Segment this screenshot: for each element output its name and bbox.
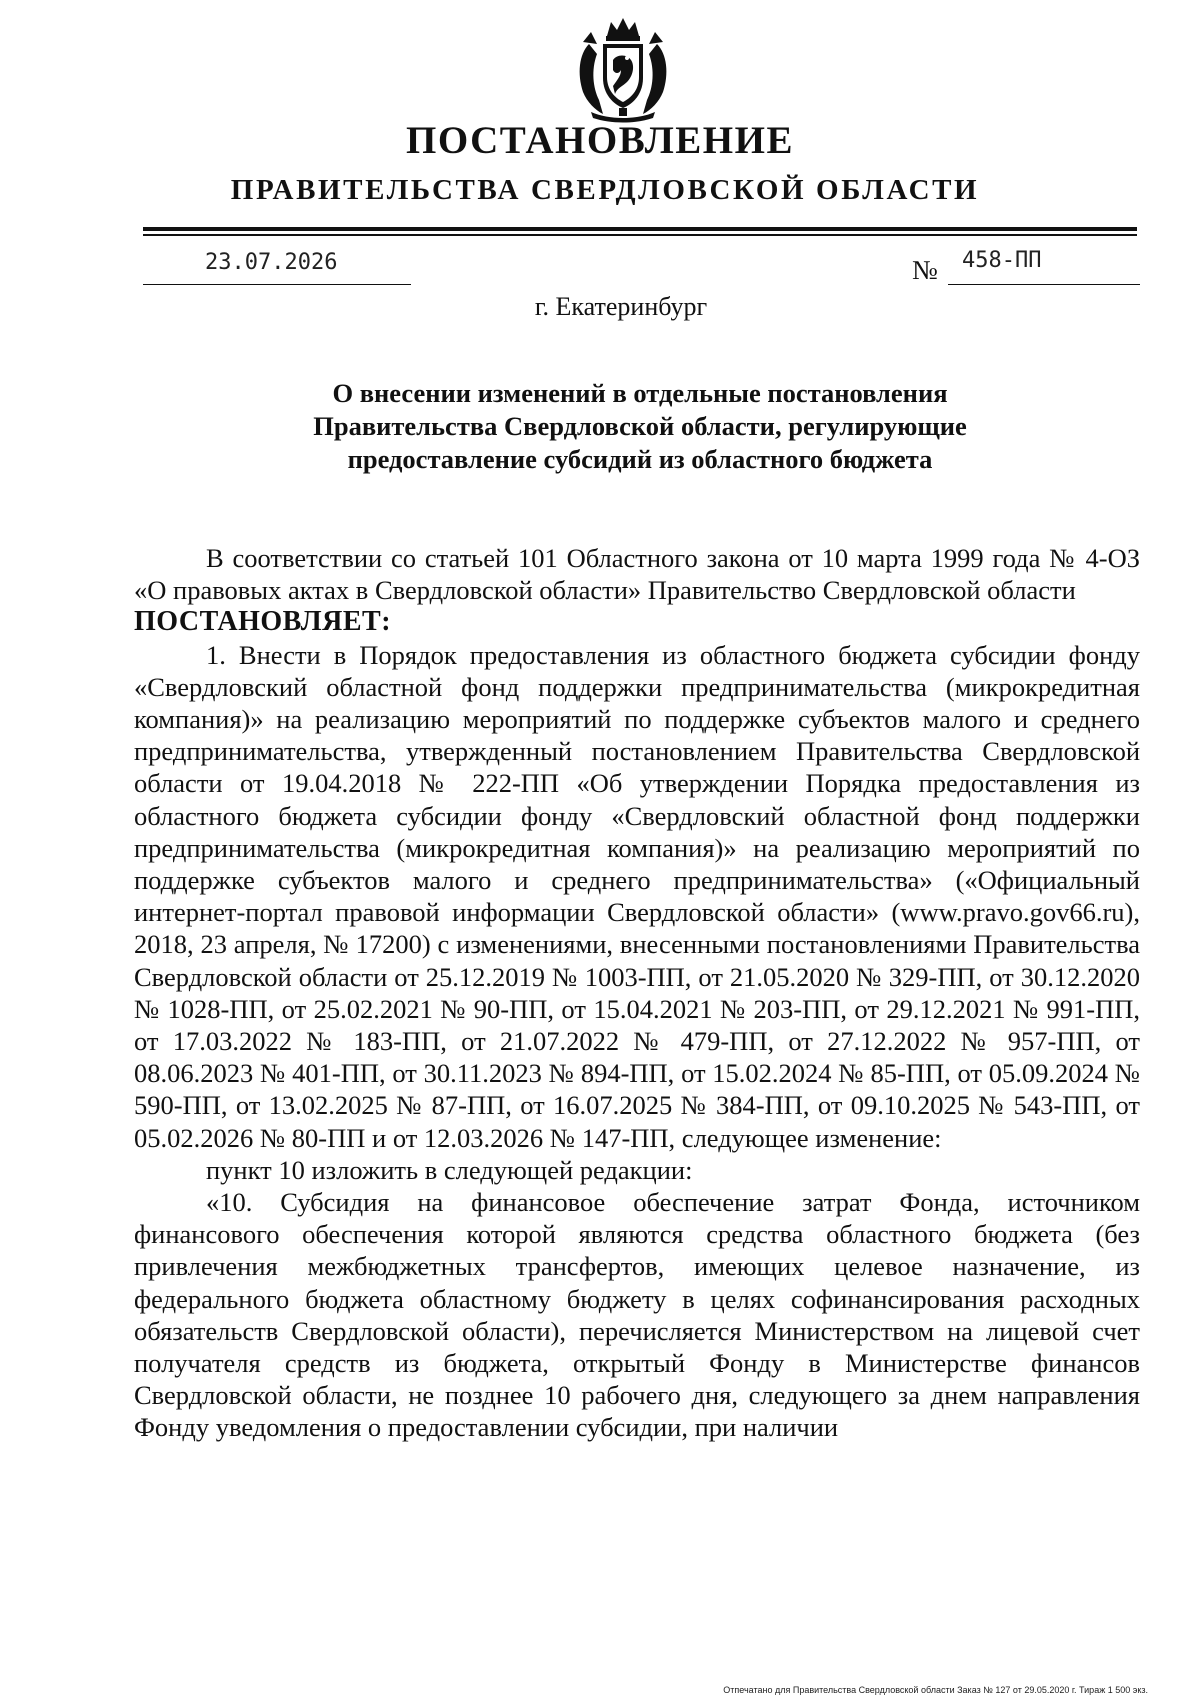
quoted-item-10-paragraph: «10. Субсидия на финансовое обеспечение затрат Фонда, источником финансового обеспечения которой являются средства областного бюджета (без привлечения межбюджетных трансфертов, имеющих целевое назначение, из федерального бюджета областному бюджету в целях софинансирования расходных обязательств Свердловской области), перечисляется Министерством на лицевой счет получателя средств из бюджета, открытый Фонду в Министерстве финансов Свердловской области, не позднее 10 рабочего дня, следующего за днем направления Фонду уведомления о предоставлении субсидии, при наличии <box>134 1187 1140 1443</box>
issue-city: г. Екатеринбург <box>534 292 708 321</box>
document-date: 23.07.2026 <box>205 250 338 275</box>
document-type-heading: ПОСТАНОВЛЕНИЕ <box>405 119 794 162</box>
number-sign: № <box>912 255 938 285</box>
document-title <box>143 377 1137 476</box>
print-footer: Отпечатано для Правительства Свердловской области Заказ № 127 от 29.05.2020 г. Тираж 1 500 экз. <box>723 1685 1148 1695</box>
number-field <box>948 246 1140 285</box>
document-title-line: О внесении изменений в отдельные постановления <box>332 378 948 408</box>
instruction-paragraph: пункт 10 изложить в следующей редакции: <box>206 1154 693 1185</box>
header-rule-thick <box>143 227 1137 231</box>
preamble-paragraph: В соответствии со статьей 101 Областного закона от 10 марта 1999 года № 4-ОЗ «О правовых актах в Свердловской области» Правительство Свердловской области <box>134 543 1140 606</box>
date-field <box>143 248 411 285</box>
coat-of-arms-icon <box>569 14 677 124</box>
document-body <box>134 542 1140 1444</box>
item-1-paragraph: 1. Внести в Порядок предоставления из областного бюджета субсидии фонду «Свердловский областной фонд поддержки предпринимательства (микрокредитная компания)» на реализацию мероприятий по поддержке субъектов малого и среднего предпринимательства, утвержденный постановлением Правительства Свердловской области от 19.04.2018 № 222-ПП «Об утверждении Порядка предоставления из областного бюджета субсидии фонду «Свердловский областной фонд поддержки предпринимательства (микрокредитная компания)» на реализацию мероприятий по поддержке субъектов малого и среднего предпринимательства» («Официальный интернет-портал правовой информации Свердловской области» (www.pravo.gov66.ru), 2018, 23 апреля, № 17200) с изменениями, внесенными постановлениями Правительства Свердловской области от 25.12.2019 № 1003-ПП, от 21.05.2020 № 329-ПП, от 30.12.2020 № 1028-ПП, от 25.02.2021 № 90-ПП, от 15.04.2021 № 203-ПП, от 29.12.2021 № 991-ПП, от 17.03.2022 № 183-ПП, от 21.07.2022 № 479-ПП, от 27.12.2022 № 957-ПП, от 08.06.2023 № 401-ПП, от 30.11.2023 № 894-ПП, от 15.02.2024 № 85-ПП, от 05.09.2024 № 590-ПП, от 13.02.2025 № 87-ПП, от 16.07.2025 № 384-ПП, от 09.10.2025 № 543-ПП, от 05.02.2026 № 80-ПП и от 12.03.2026 № 147-ПП, следующее изменение: <box>134 639 1140 1153</box>
header-rule-thin <box>143 234 1137 236</box>
document-title-line: Правительства Свердловской области, регулирующие <box>313 411 967 441</box>
decree-word: ПОСТАНОВЛЯЕТ: <box>134 606 392 638</box>
document-title-line: предоставление субсидий из областного бюджета <box>347 444 933 474</box>
document-number: 458-ПП <box>962 248 1042 273</box>
issuer-heading: ПРАВИТЕЛЬСТВА СВЕРДЛОВСКОЙ ОБЛАСТИ <box>230 174 980 206</box>
